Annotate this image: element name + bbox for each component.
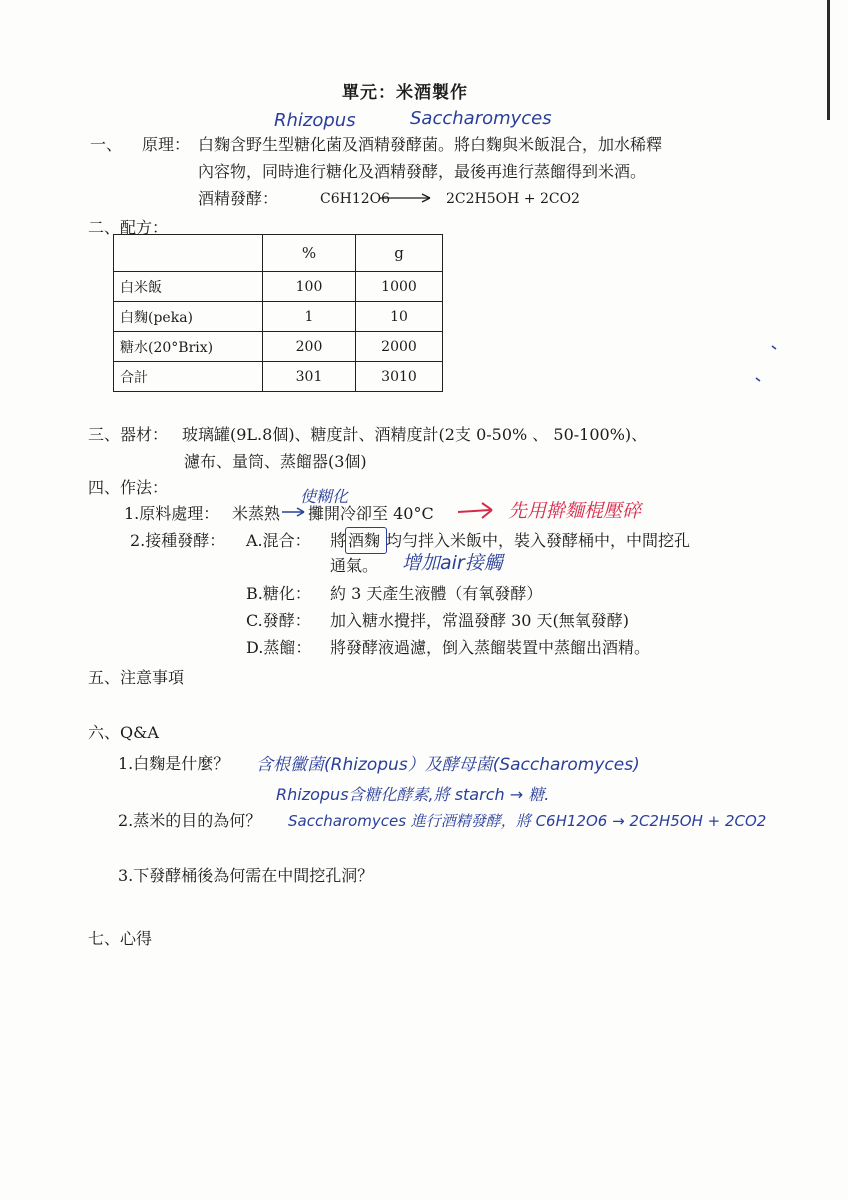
step-d-label: D.蒸餾： [246,638,312,657]
header-cell: g [356,235,443,272]
equation-label: 酒精發酵： [198,189,279,208]
answer-1-line-1: 含根黴菌(Rhizopus）及酵母菌(Saccharomyces) [256,755,640,775]
table-cell: 2000 [356,332,443,362]
section-4-title: 四、作法： [88,478,169,497]
step-c-text: 加入糖水攪拌，常溫發酵 30 天(無氧發酵) [330,611,630,630]
ink-dot-mark [756,378,760,381]
table-cell: 1000 [356,272,443,302]
equation-arrow [380,194,430,202]
table-cell: 3010 [356,362,443,392]
section-6-title: 六、Q&A [88,723,159,742]
annotation-air: 增加air接觸 [402,552,503,574]
annotation-gelatinize: 使糊化 [300,487,349,506]
section-1-number: 一、 [90,135,123,154]
table-cell: 301 [263,362,356,392]
equation-products: 2C2H5OH + 2CO2 [446,191,580,207]
question-2: 2.蒸米的目的為何？ [118,811,262,830]
table-cell: 糖水(20°Brix) [114,332,263,362]
table-cell: 白米飯 [114,272,263,302]
annotation-rhizopus: Rhizopus [274,110,356,131]
equipment-line-1: 玻璃罐(9L.8個)、糖度計、酒精度計(2支 0-50% 、 50-100%)、 [182,425,648,444]
section-3-title: 三、器材： [88,425,169,444]
annotation-crush: 先用擀麵棍壓碎 [508,500,642,522]
answer-2: Saccharomyces 進行酒精發酵，將 C6H12O6 → 2C2H5OH + 2CO2 [288,812,767,830]
ink-dot-mark [772,346,776,349]
question-3: 3.下發酵桶後為何需在中間挖孔洞？ [118,866,374,885]
step-1-text-a: 米蒸熟 [232,504,281,523]
answer-1-line-2: Rhizopus含糖化酵素,將 starch → 糖. [276,785,550,804]
section-7-title: 七、心得 [88,929,153,948]
table-cell: 合計 [114,362,263,392]
step-a-text-pre: 將 [330,531,347,550]
table-cell: 200 [263,332,356,362]
step-a-text-2: 通氣。 [330,556,379,575]
section-5-title: 五、注意事項 [88,668,185,687]
step-1-label: 1.原料處理： [124,504,220,523]
step-b-text: 約 3 天產生液體（有氧發酵） [330,584,543,603]
header-cell: % [263,235,356,272]
step-1-text-b: 攤開冷卻至 40°C [308,504,434,523]
step-a-label: A.混合： [246,531,311,550]
table-cell: 100 [263,272,356,302]
step-d-text: 將發酵液過濾，倒入蒸餾裝置中蒸餾出酒精。 [330,638,651,657]
principle-line-2: 內容物，同時進行糖化及酒精發酵，最後再進行蒸餾得到米酒。 [198,162,647,181]
equation-reactant: C6H12O6 [320,191,391,207]
table-cell: 1 [263,302,356,332]
step-a-text-post: 均勻拌入米飯中，裝入發酵桶中，中間挖孔 [386,531,691,550]
section-1-label: 原理： [142,135,191,154]
step-a-text-circled: 酒麴 [348,531,381,550]
step-b-label: B.糖化： [246,584,311,603]
principle-line-1: 白麴含野生型糖化菌及酒精發酵菌。將白麴與米飯混合，加水稀釋 [198,135,663,154]
step-c-label: C.發酵： [246,611,311,630]
table-cell: 白麴(peka) [114,302,263,332]
step-2-label: 2.接種發酵： [130,531,226,550]
annotation-saccharomyces: Saccharomyces [410,108,552,129]
question-1: 1.白麴是什麼？ [118,754,230,773]
equipment-line-2: 濾布、量筒、蒸餾器(3個) [184,452,367,471]
section-2-title: 二、配方： [88,218,169,237]
table-cell: 10 [356,302,443,332]
handwritten-arrow-steam [282,508,304,516]
red-arrow-icon [458,503,492,518]
page-title: 單元：米酒製作 [342,83,468,103]
